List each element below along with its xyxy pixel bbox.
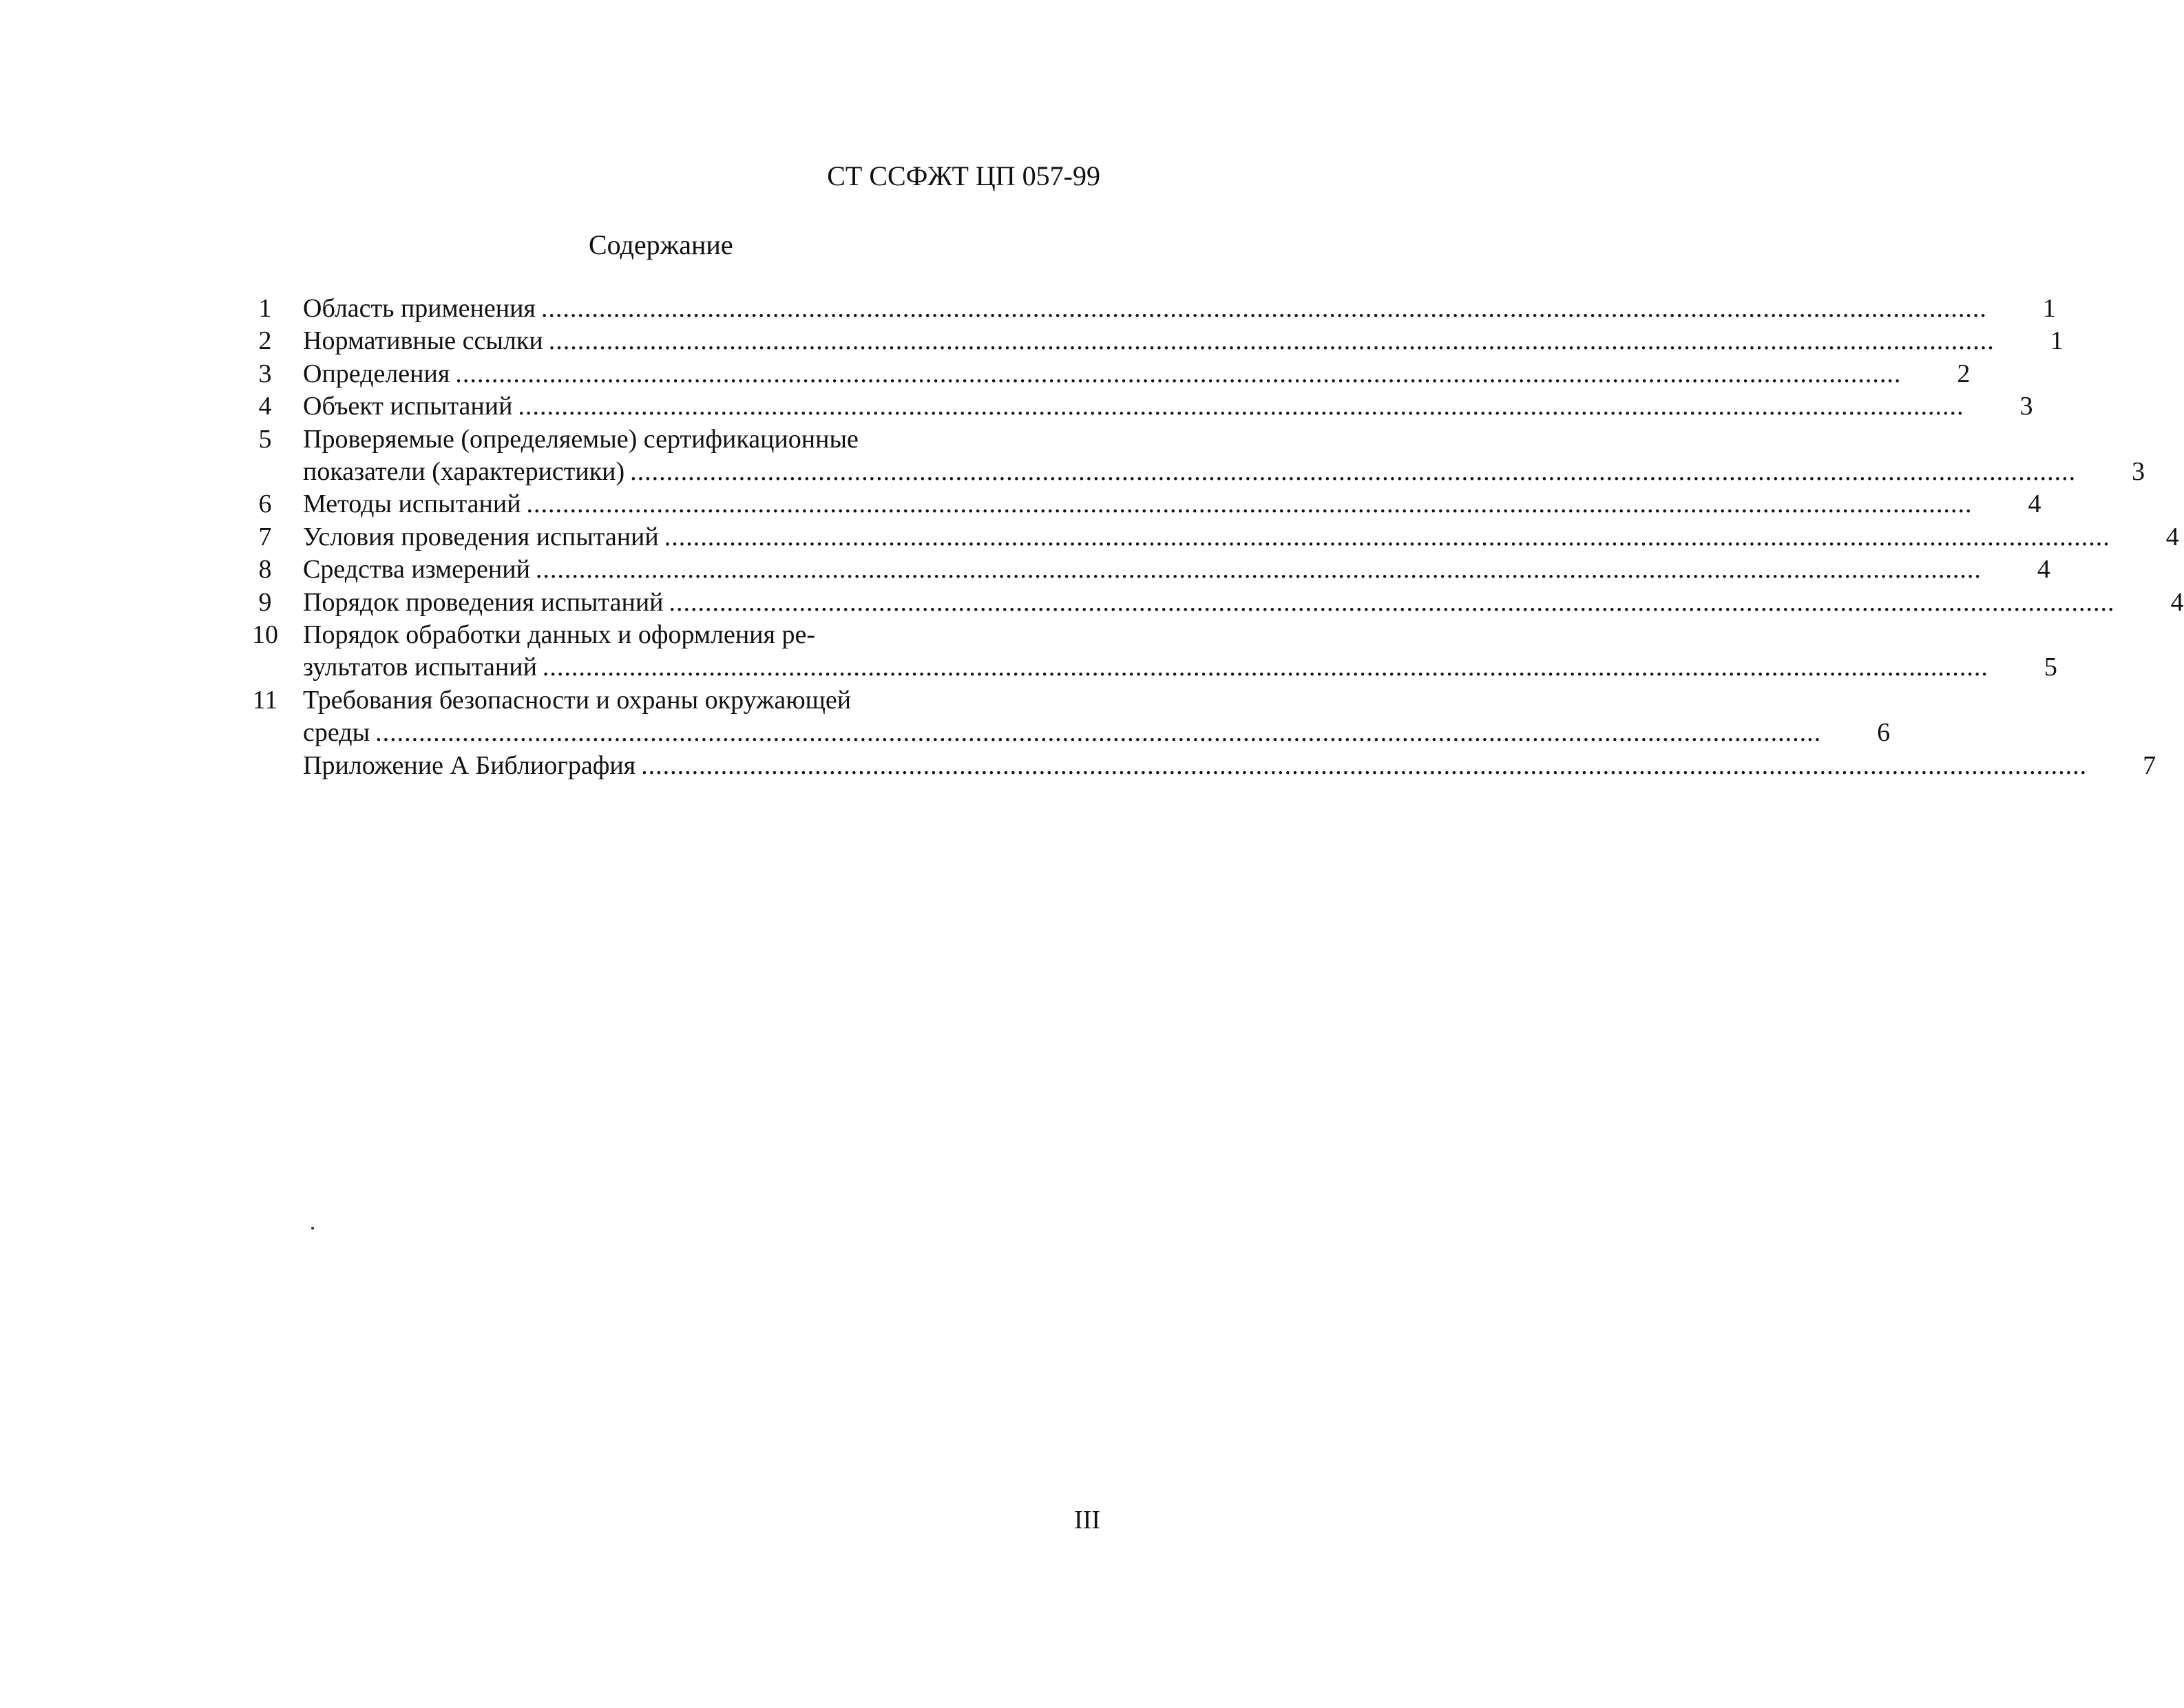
- toc-entry: [227, 390, 2033, 423]
- toc-entry: [227, 423, 2145, 489]
- toc-entry-page: 1: [2050, 326, 2064, 356]
- toc-entry-line: [303, 390, 2033, 423]
- toc-entry: [227, 619, 2057, 684]
- toc-entry-line: [303, 750, 2156, 782]
- toc-leader-dots: ........................................................................................................................................................................................................: [641, 750, 2088, 780]
- toc-entry-page: 3: [2019, 392, 2033, 421]
- toc-entry-number: 4: [258, 392, 272, 421]
- toc-entry-number: 2: [258, 326, 272, 356]
- toc-entry-number: 3: [258, 359, 272, 388]
- stray-mark: [311, 1227, 314, 1230]
- toc-entry-line: [303, 423, 909, 456]
- toc-entry-title: Проверяемые (определяемые) сертификационные: [303, 424, 859, 454]
- toc-entry-page: 4: [2028, 489, 2041, 519]
- toc-entry-line: [303, 325, 2064, 357]
- toc-leader-dots: ........................................................................................................................................................................................................: [548, 326, 1995, 356]
- toc-entry-number: 11: [252, 685, 278, 715]
- toc-entry-number: 9: [258, 587, 272, 617]
- toc-entry-body: [303, 358, 1971, 390]
- toc-entry-page: 4: [2037, 555, 2050, 584]
- toc-entry-number: 6: [258, 489, 272, 519]
- toc-entry-line: [303, 717, 1891, 749]
- toc-entry-title: Определения: [303, 359, 450, 388]
- toc-entry-title: Приложение А Библиография: [303, 750, 636, 780]
- toc-entry-body: [303, 488, 2041, 520]
- toc-entry-page: 3: [2132, 457, 2145, 487]
- toc-entry-body: [303, 619, 2057, 684]
- toc-entry-title: среды: [303, 718, 370, 748]
- toc-entry-page: 7: [2143, 750, 2156, 780]
- toc-entry-page: 5: [2044, 653, 2057, 682]
- toc-entry-title: Объект испытаний: [303, 392, 513, 421]
- toc-leader-dots: ........................................................................................................................................................................................................: [375, 718, 1822, 748]
- toc-entry: [227, 325, 2064, 357]
- toc-entry: [227, 750, 2156, 782]
- toc-entry-body: [303, 750, 2156, 782]
- toc-entry-line: [303, 293, 2056, 325]
- toc-leader-dots: ........................................................................................................................................................................................................: [455, 359, 1902, 388]
- toc-entry-line: [303, 488, 2041, 520]
- toc-leader-dots: ........................................................................................................................................................................................................: [664, 522, 2110, 551]
- toc-entry-line: [303, 553, 2050, 586]
- toc-entry-title: Методы испытаний: [303, 489, 521, 519]
- toc-entry-page: 6: [1877, 718, 1891, 748]
- toc-entry-line: [303, 456, 2145, 488]
- toc-entry-body: [303, 325, 2064, 357]
- toc-entry-title: зультатов испытаний: [303, 653, 537, 682]
- toc-entry-line: [303, 587, 2184, 619]
- toc-entry-page: 4: [2170, 587, 2184, 617]
- table-of-contents: [227, 293, 2184, 782]
- toc-entry-title: показатели (характеристики): [303, 457, 625, 487]
- toc-leader-dots: ........................................................................................................................................................................................................: [630, 457, 2077, 487]
- toc-entry-line: [303, 619, 909, 651]
- toc-entry-line: [303, 684, 909, 717]
- toc-entry-title: Нормативные ссылки: [303, 326, 543, 356]
- toc-entry-page: 1: [2042, 294, 2056, 323]
- toc-leader-dots: ........................................................................................................................................................................................................: [518, 392, 1964, 421]
- toc-leader-dots: ........................................................................................................................................................................................................: [526, 489, 1973, 519]
- toc-entry-body: [303, 684, 1891, 750]
- toc-entry-page: 2: [1957, 359, 1971, 388]
- toc-entry: [227, 553, 2050, 586]
- toc-entry-number: 7: [258, 522, 272, 551]
- toc-entry-line: [303, 521, 2179, 553]
- page-number: III: [1074, 1506, 1100, 1535]
- toc-entry-body: [303, 553, 2050, 586]
- toc-entry: [227, 587, 2184, 619]
- toc-entry-title: Условия проведения испытаний: [303, 522, 659, 551]
- toc-entry-title: Требования безопасности и охраны окружающей: [303, 685, 852, 715]
- toc-entry-number: 1: [258, 294, 272, 323]
- toc-entry-body: [303, 423, 2145, 489]
- toc-leader-dots: ........................................................................................................................................................................................................: [542, 653, 1988, 682]
- toc-entry: [227, 358, 1971, 390]
- toc-entry: [227, 521, 2179, 553]
- toc-entry-body: [303, 521, 2179, 553]
- toc-leader-dots: ........................................................................................................................................................................................................: [535, 555, 1982, 584]
- toc-entry: [227, 488, 2041, 520]
- toc-entry-page: 4: [2165, 522, 2179, 551]
- toc-entry-number: 10: [252, 620, 278, 650]
- toc-entry: [227, 293, 2056, 325]
- toc-entry-title: Порядок проведения испытаний: [303, 587, 664, 617]
- toc-entry-title: Область применения: [303, 294, 536, 323]
- toc-entry-body: [303, 293, 2056, 325]
- toc-entry: [227, 684, 1891, 750]
- document-code: СТ ССФЖТ ЦП 057-99: [827, 160, 1100, 191]
- toc-entry-body: [303, 390, 2033, 423]
- toc-entry-title: Порядок обработки данных и оформления ре-: [303, 620, 815, 650]
- toc-entry-line: [303, 358, 1971, 390]
- toc-leader-dots: ........................................................................................................................................................................................................: [669, 587, 2115, 617]
- toc-entry-line: [303, 651, 2057, 684]
- toc-entry-number: 8: [258, 555, 272, 584]
- toc-title: Содержание: [589, 229, 733, 260]
- toc-entry-number: 5: [258, 424, 272, 454]
- toc-entry-body: [303, 587, 2184, 619]
- toc-entry-title: Средства измерений: [303, 555, 530, 584]
- toc-leader-dots: ........................................................................................................................................................................................................: [540, 294, 1987, 323]
